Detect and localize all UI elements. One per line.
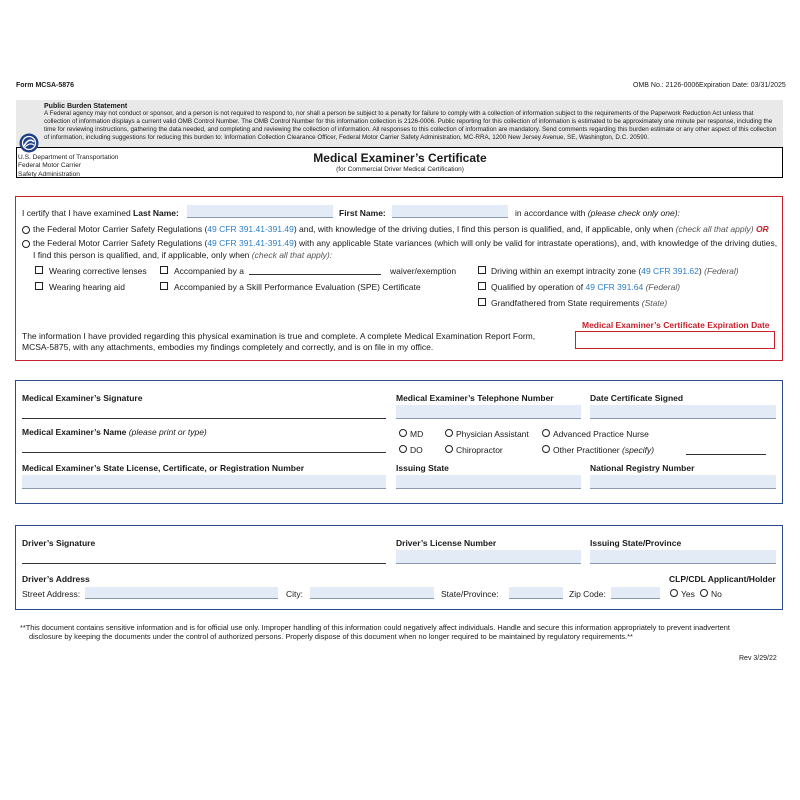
national-registry-field[interactable] — [590, 475, 776, 489]
first-name-field[interactable] — [392, 205, 508, 218]
agency-line-1: U.S. Department of Transportation — [18, 154, 119, 161]
corrective-lenses-checkbox[interactable] — [35, 266, 43, 274]
advanced-practice-nurse-radio[interactable] — [542, 429, 550, 437]
do-label: DO — [410, 445, 423, 455]
md-radio[interactable] — [399, 429, 407, 437]
qualified-operation-checkbox[interactable] — [478, 282, 486, 290]
certify-intro: I certify that I have examined Last Name: — [22, 208, 179, 218]
attestation-line-2: MCSA-5875, with any attachments, embodies my findings completely and correctly, and is on file in my office. — [22, 342, 434, 352]
street-field[interactable] — [85, 587, 278, 599]
accompanied-label: Accompanied by a — [174, 266, 244, 276]
expiration-date-field[interactable] — [575, 331, 775, 349]
option-state-variance-text: the Federal Motor Carrier Safety Regulations (49 CFR 391.41-391.49) with any applicable State variances (which will only be valid for intrastate operations), and, with knowledge of the driving duties, — [33, 238, 778, 248]
certificate-subtitle: (for Commercial Driver Medical Certification) — [336, 166, 464, 173]
other-practitioner-radio[interactable] — [542, 445, 550, 453]
burden-text: A Federal agency may not conduct or sponsor, and a person is not required to respond to, nor shall a person be subject to a penalty for failure to comply with a collection of information subject to the requirements of the Paperwork Reduction Act unless that collection of information displays a current valid OMB Control Number. The OMB Control Number for this information collection is 2126-0006. Public reporting for this collection of information is estimated to be approximately one minute per response, including the time for reviewing instructions, gathering the data needed, and completing and reviewing the collection of information. All responses to this collection of information are mandatory. Send comments regarding this burden estimate or any other aspect of this collection of information, including suggestions for reducing this burden to: Information Collection Clearance Officer, Federal Motor Carrier Safety Administration, MC-RRA, 1200 New Jersey Avenue, SE, Washington, D.C. 20590. — [44, 110, 777, 142]
grandfathered-checkbox[interactable] — [478, 298, 486, 306]
driver-issuing-field[interactable] — [590, 550, 776, 564]
corrective-lenses-label: Wearing corrective lenses — [49, 266, 147, 276]
driver-signature-label: Driver’s Signature — [22, 538, 96, 548]
license-label: Medical Examiner’s State License, Certificate, or Registration Number — [22, 463, 305, 473]
burden-title: Public Burden Statement — [44, 103, 128, 110]
waiver-type-field[interactable] — [249, 264, 381, 275]
physician-assistant-label: Physician Assistant — [456, 429, 529, 439]
physician-assistant-radio[interactable] — [445, 429, 453, 437]
issuing-state-label: Issuing State — [396, 463, 449, 473]
zip-label: Zip Code: — [569, 589, 606, 599]
agency-line-3: Safety Administration — [18, 170, 80, 178]
spe-checkbox[interactable] — [160, 282, 168, 290]
sensitive-notice-line-1: **This document contains sensitive information and is for official use only. Improper handling of this information could negatively affect individuals. Handle and secure this information appropriately to prevent inadvertent — [20, 623, 730, 632]
date-signed-label: Date Certificate Signed — [590, 393, 684, 403]
driver-address-label: Driver’s Address — [22, 574, 90, 584]
state-label: State/Province: — [441, 589, 499, 599]
driver-issuing-label: Issuing State/Province — [590, 538, 682, 548]
license-field[interactable] — [22, 475, 386, 489]
accordance-text: in accordance with (please check only one): — [515, 208, 680, 218]
street-label: Street Address: — [22, 589, 81, 599]
advanced-practice-nurse-label: Advanced Practice Nurse — [553, 429, 649, 439]
driver-signature-field[interactable] — [22, 551, 386, 564]
clp-cdl-label: CLP/CDL Applicant/Holder — [669, 574, 776, 584]
option-fmcsr-radio[interactable] — [22, 226, 30, 234]
agency-line-2: Federal Motor Carrier — [18, 162, 82, 170]
expiration-date: Expiration Date: 03/31/2025 — [699, 82, 786, 89]
do-radio[interactable] — [399, 445, 407, 453]
option-fmcsr-text: the Federal Motor Carrier Safety Regulations (49 CFR 391.41-391.49) and, with knowledge of the driving duties, I find this person is qualified, and, if applicable, only when (check all that apply) OR — [33, 224, 769, 234]
waiver-label: waiver/exemption — [390, 266, 457, 276]
clp-yes-label: Yes — [681, 589, 695, 599]
grandfathered-label: Grandfathered from State requirements (State) — [491, 298, 668, 308]
national-registry-label: National Registry Number — [590, 463, 695, 473]
examiner-signature-label: Medical Examiner’s Signature — [22, 393, 143, 403]
examiner-telephone-field[interactable] — [396, 405, 581, 419]
city-field[interactable] — [310, 587, 434, 599]
driver-license-field[interactable] — [396, 550, 581, 564]
last-name-field[interactable] — [187, 205, 333, 218]
chiropractor-label: Chiropractor — [456, 445, 503, 455]
other-practitioner-field[interactable] — [686, 444, 766, 455]
chiropractor-radio[interactable] — [445, 445, 453, 453]
date-signed-field[interactable] — [590, 405, 776, 419]
qualified-operation-label: Qualified by operation of 49 CFR 391.64 (Federal) — [491, 282, 681, 292]
revision-date: Rev 3/29/22 — [739, 655, 777, 662]
spe-label: Accompanied by a Skill Performance Evaluation (SPE) Certificate — [174, 282, 421, 292]
examiner-name-label: Medical Examiner’s Name (please print or type) — [22, 427, 207, 437]
examiner-signature-field[interactable] — [22, 406, 386, 419]
city-label: City: — [286, 589, 303, 599]
driver-license-label: Driver’s License Number — [396, 538, 497, 548]
sensitive-notice-line-2: disclosure by keeping the documents under the control of authorized persons. Properly dispose of this document when no longer required to be maintained by regulatory requirements.** — [29, 632, 633, 641]
state-field[interactable] — [509, 587, 563, 599]
zip-field[interactable] — [611, 587, 660, 599]
md-label: MD — [410, 429, 424, 439]
hearing-aid-checkbox[interactable] — [35, 282, 43, 290]
issuing-state-field[interactable] — [396, 475, 581, 489]
clp-no-label: No — [711, 589, 722, 599]
examiner-telephone-label: Medical Examiner’s Telephone Number — [396, 393, 554, 403]
intracity-label: Driving within an exempt intracity zone (49 CFR 391.62) (Federal) — [491, 266, 739, 276]
omb-number: OMB No.: 2126-0006 — [633, 82, 700, 89]
option-state-variance-radio[interactable] — [22, 240, 30, 248]
clp-no-radio[interactable] — [700, 589, 708, 597]
other-practitioner-label: Other Practitioner (specify) — [553, 445, 655, 455]
agency-name — [18, 154, 118, 179]
expiration-date-label: Medical Examiner’s Certificate Expiration Date — [582, 320, 770, 330]
intracity-checkbox[interactable] — [478, 266, 486, 274]
clp-yes-radio[interactable] — [670, 589, 678, 597]
waiver-checkbox[interactable] — [160, 266, 168, 274]
option-state-variance-text-2: I find this person is qualified, and, if applicable, only when (check all that apply): — [33, 250, 333, 260]
certificate-title: Medical Examiner’s Certificate — [313, 151, 487, 165]
first-name-label: First Name: — [339, 208, 386, 218]
attestation-line-1: The information I have provided regarding this physical examination is true and complete. A complete Medical Examination Report Form, — [22, 331, 536, 341]
dot-logo-icon — [19, 133, 39, 153]
form-id: Form MCSA-5876 — [16, 82, 74, 89]
examiner-name-field[interactable] — [22, 440, 386, 453]
hearing-aid-label: Wearing hearing aid — [49, 282, 125, 292]
